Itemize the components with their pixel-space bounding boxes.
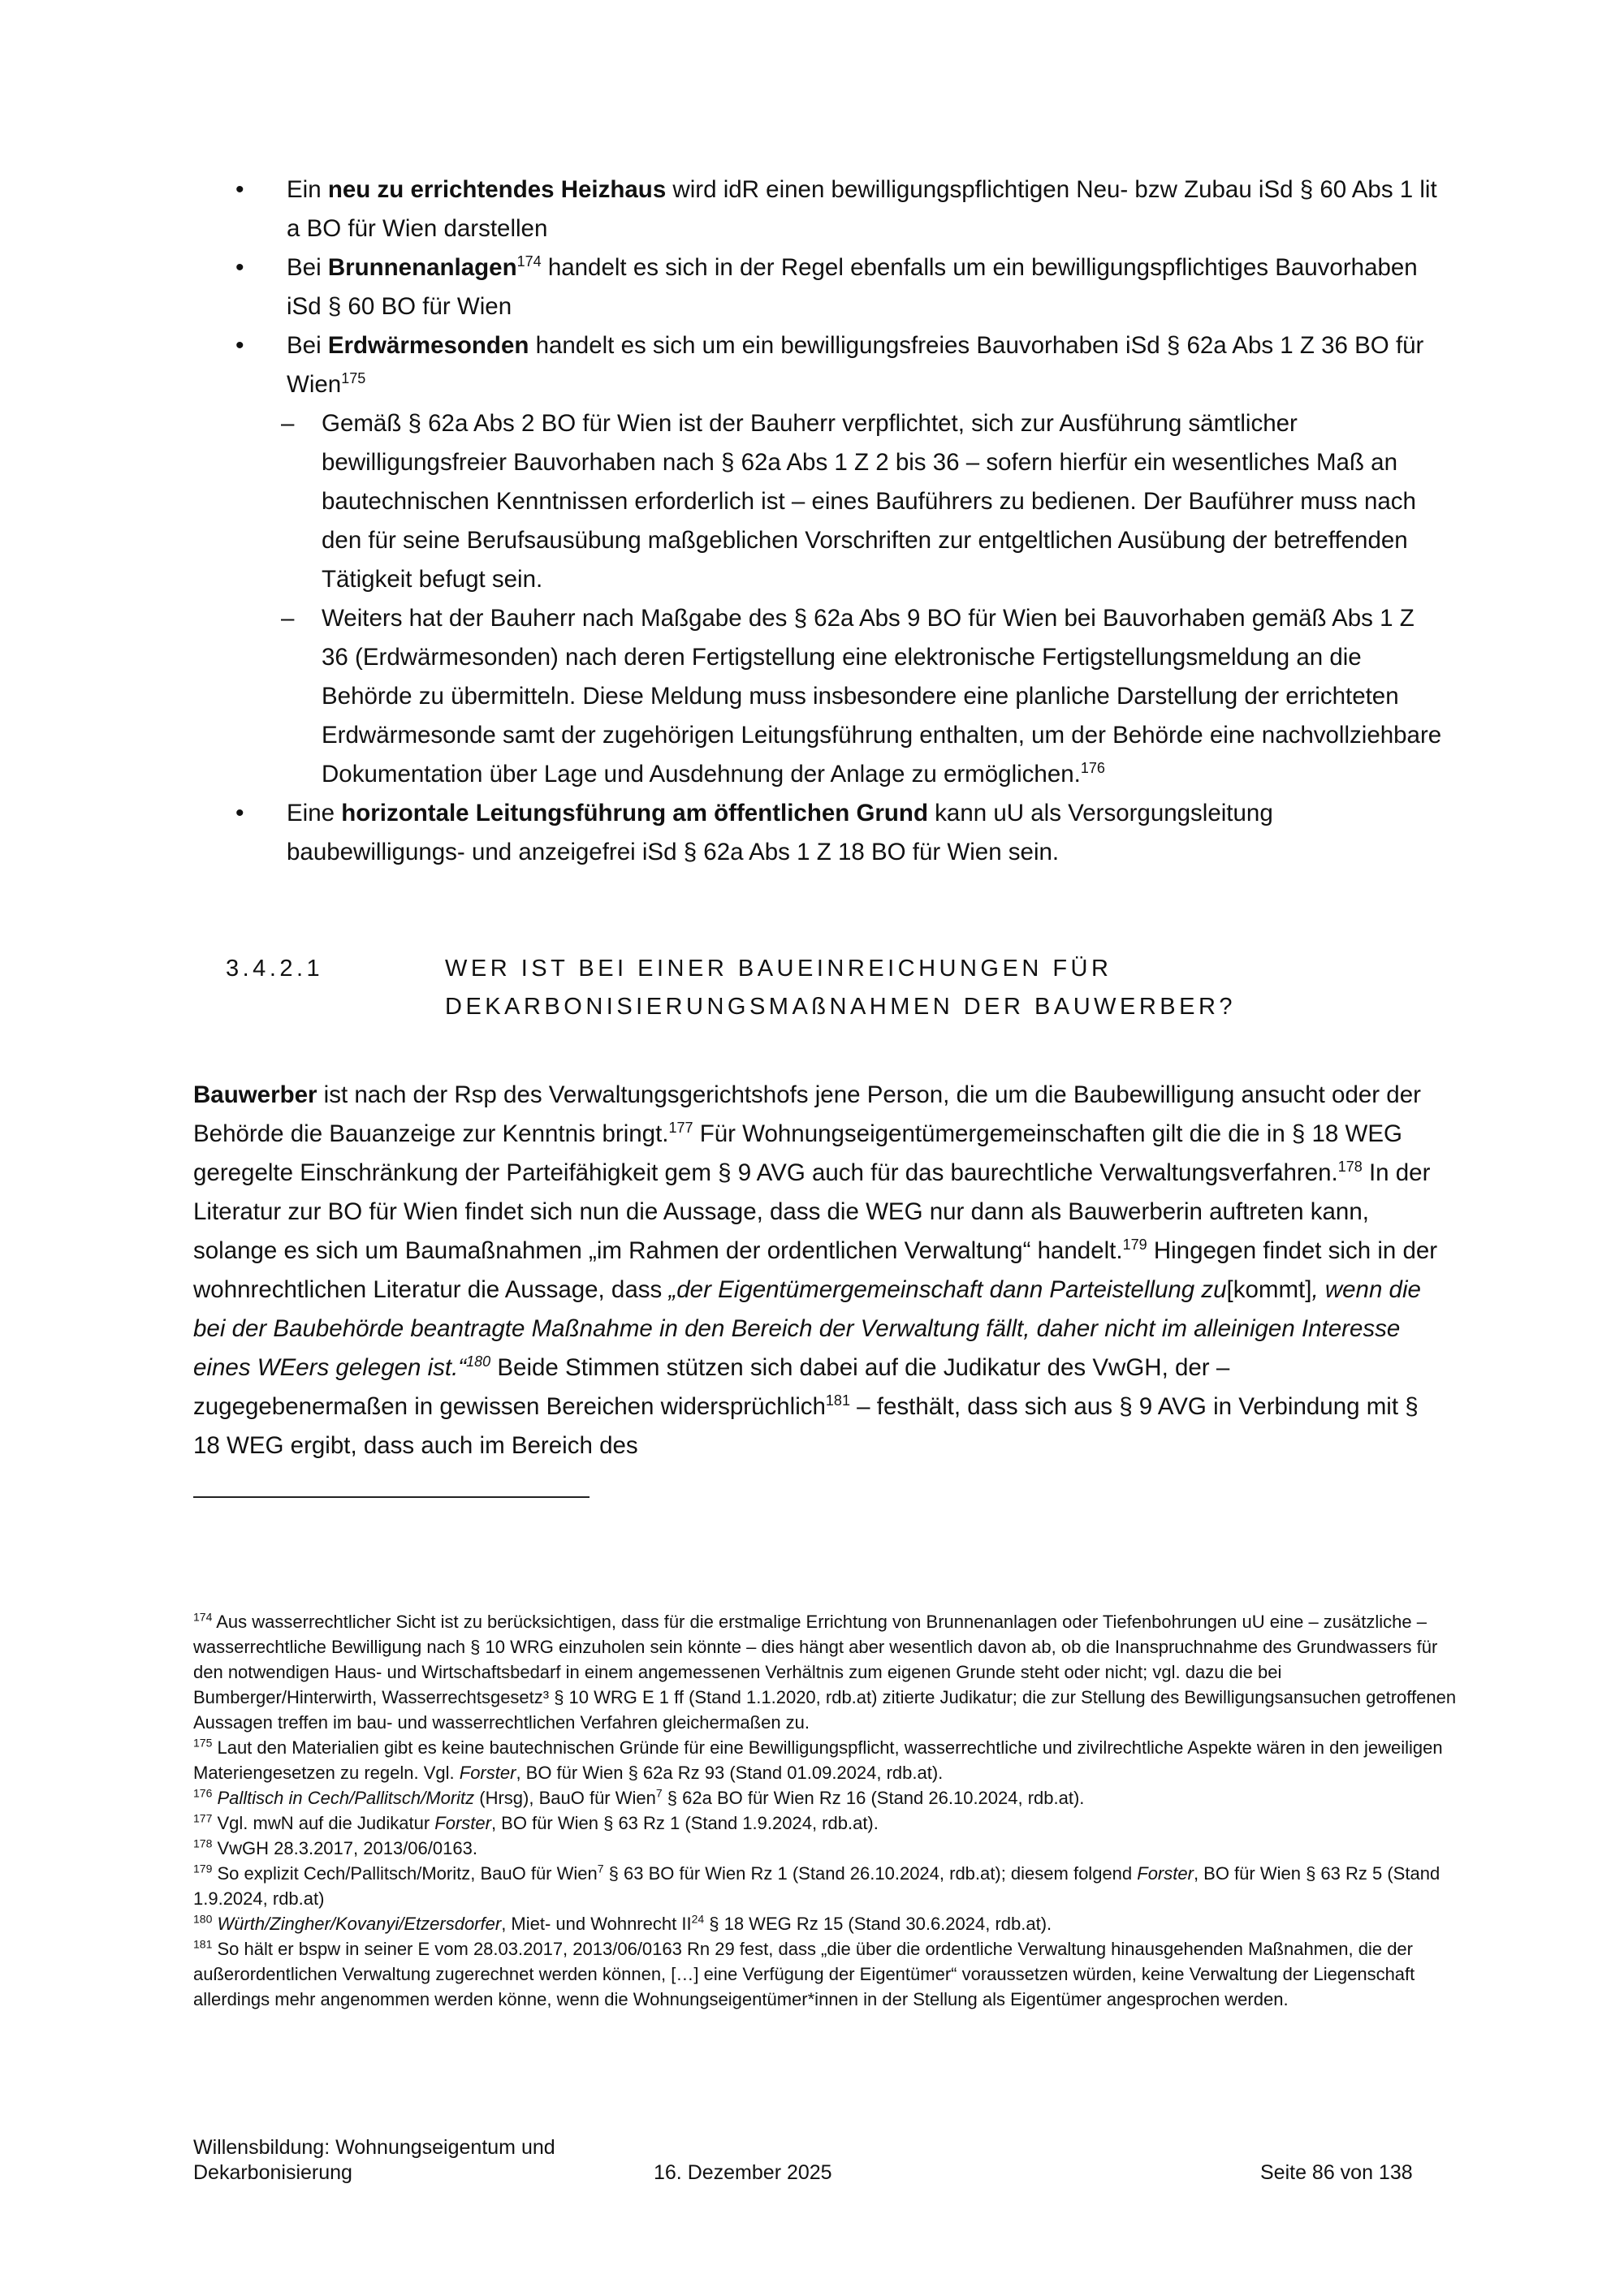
footnotes — [193, 1609, 1464, 2012]
footnote: $^{175}$ Laut den Materialien gibt es keine bautechnischen Gründe für eine Bewilligungspflicht, wasserrechtliche und zivilrechtliche Aspekte wären in den jeweiligen Materiengesetzen zu regeln. Vgl. Forster, BO für Wien § 62a Rz 93 (Stand 01.09.2024, rdb.at). — [193, 1736, 1443, 1783]
section-number: 3.4.2.1 — [226, 956, 324, 982]
bold-term: Bauwerber — [193, 1081, 317, 1108]
footnote: $^{179}$ So explizit Cech/Pallitsch/Moritz, BauO für Wien$^7$ § 63 BO für Wien Rz 1 (Stand 26.10.2024, rdb.at); diesem folgend Forster, BO für Wien § 63 Rz 5 (Stand 1.9.2024, rdb.at) — [193, 1862, 1440, 1909]
footnote-ref[interactable]: 180 — [466, 1353, 491, 1370]
footnote: $^{178}$ VwGH 28.3.2017, 2013/06/0163. — [193, 1836, 477, 1858]
footnote-ref[interactable]: 177 — [668, 1120, 693, 1137]
footer-document-title: Willensbildung: Wohnungseigentum und Dekarbonisierung — [193, 2136, 555, 2184]
footer-page-number: Seite 86 von 138 — [1260, 2161, 1413, 2184]
bold-term: horizontale Leitungsführung am öffentlichen Grund — [341, 800, 928, 826]
footnote-ref[interactable]: 176 — [1080, 760, 1105, 777]
bold-term: Brunnenanlagen — [327, 254, 517, 281]
footnote-ref[interactable]: 178 — [1337, 1159, 1363, 1176]
list-item: • Bei Brunnenanlagen$^{174}$ handelt es sich in der Regel ebenfalls um ein bewilligungspflichtiges Bauvorhaben iSd § 60 BO für Wien — [193, 248, 1444, 326]
footnote: $^{181}$ So hält er bspw in seiner E vom 28.03.2017, 2013/06/0163 Rn 29 fest, dass „die über die ordentliche Verwaltung hinausgehenden Maßnahmen, die der außerordentlichen Verwaltung zugerechnet werden können, […] eine Verfügung der Eigentümer“ voraussetzen würden, keine Verwaltung der Liegenschaft allerdings mehr angenommen werden könne, wenn die Wohnungseigentümer*innen in der Stellung als Eigentümer angesprochen werden. — [193, 1937, 1415, 2009]
dash-icon: – — [281, 605, 295, 632]
bullet-icon: • — [235, 332, 244, 359]
footnote: $^{176}$ Palltisch in Cech/Pallitsch/Moritz (Hrsg), BauO für Wien$^7$ § 62a BO für Wien Rz 16 (Stand 26.10.2024, rdb.at). — [193, 1786, 1085, 1808]
bullet-icon: • — [235, 800, 244, 826]
bold-term: neu zu errichtendes Heizhaus — [327, 176, 667, 203]
bold-term: Erdwärmesonden — [327, 332, 529, 359]
footnote: $^{174}$ Aus wasserrechtlicher Sicht ist zu berücksichtigen, dass für die erstmalige Errichtung von Brunnenanlagen oder Tiefenbohrungen uU eine – zusätzliche – wasserrechtliche Bewilligung nach § 10 WRG einzuholen sein könnte – dies hängt aber wesentlich davon ab, ob die Inanspruchnahme des Grundwassers für den notwendigen Haus- und Wirtschaftsbedarf in einem angemessenen Verhältnis zum eigenen Grunde steht oder nicht; vgl. dazu die bei Bumberger/Hinterwirth, Wasserrechtsgesetz³ § 10 WRG E 1 ff (Stand 1.1.2020, rdb.at) zitierte Judikatur; die zur Stellung des Bewilligungsansuchen getroffenen Aussagen treffen im bau- und wasserrechtlichen Verfahren gleichermaßen zu. — [193, 1610, 1457, 1733]
body-paragraph: Bauwerber ist nach der Rsp des Verwaltungsgerichtshofs jene Person, die um die Baubewilligung ansucht oder der Behörde die Bauanzeige zur Kenntnis bringt.$^{177}$ Für Wohnungseigentümergemeinschaften gilt die die in § 18 WEG geregelte Einschränkung der Parteifähigkeit gem § 9 AVG auch für das baurechtliche Verwaltungsverfahren.$^{178}$ In der Literatur zur BO für Wien findet sich nun die Aussage, dass die WEG nur dann als Bauwerberin auftreten kann, solange es sich um Baumaßnahmen „im Rahmen der ordentlichen Verwaltung“ handelt.$^{179}$ Hingegen findet sich in der wohnrechtlichen Literatur die Aussage, dass „der Eigentümergemeinschaft dann Parteistellung zu[kommt], wenn die bei der Baubehörde beantragte Maßnahme in den Bereich der Verwaltung fällt, daher nicht im alleinigen Interesse eines WEers gelegen ist.“$^{180}$ Beide Stimmen stützen sich dabei auf die Judikatur des VwGH, der – zugegebenermaßen in gewissen Bereichen widersprüchlich$^{181}$ – festhält, dass sich aus § 9 AVG in Verbindung mit § 18 WEG ergibt, dass auch im Bereich des — [193, 1081, 1438, 1459]
quote-text: „der Eigentümergemeinschaft dann Parteistellung zu — [668, 1276, 1227, 1303]
bullet-icon: • — [235, 176, 244, 203]
list-item: • Ein neu zu errichtendes Heizhaus wird idR einen bewilligungspflichtigen Neu- bzw Zubau iSd § 60 Abs 1 lit a BO für Wien darstellen — [193, 170, 1444, 248]
sub-list-item: – Gemäß § 62a Abs 2 BO für Wien ist der Bauherr verpflichtet, sich zur Ausführung sämtlicher bewilligungsfreier Bauvorhaben nach § 62a Abs 1 Z 2 bis 36 – sofern hierfür ein wesentliches Maß an bautechnischen Kenntnissen erforderlich ist – eines Bauführers zu bedienen. Der Bauführer muss nach den für seine Berufsausübung maßgeblichen Vorschriften zur entgeltlichen Ausübung der betreffenden Tätigkeit befugt sein. — [287, 404, 1444, 599]
quote-text: , wenn die bei der Baubehörde beantragte Maßnahme in den Bereich der Verwaltung fällt, daher nicht im alleinigen Interesse eines WEers gelegen ist.“ — [193, 1276, 1421, 1381]
list-item: • Bei Erdwärmesonden handelt es sich um ein bewilligungsfreies Bauvorhaben iSd § 62a Abs 1 Z 36 BO für Wien$^{175}$ – Gemäß § 62a Abs 2 BO für Wien ist der Bauherr verpflichtet, sich zur Ausführung sämtlicher bewilligungsfreier Bauvorhaben nach § 62a Abs 1 Z 2 bis 36 – sofern hierfür ein wesentliches Maß an bautechnischen Kenntnissen erforderlich ist – eines Bauführers zu bedienen. Der Bauführer muss nach den für seine Berufsausübung maßgeblichen Vorschriften zur entgeltlichen Ausübung der betreffenden Tätigkeit befugt sein. – Weiters hat der Bauherr nach Maßgabe des § 62a Abs 9 BO für Wien bei Bauvorhaben gemäß Abs 1 Z 36 (Erdwärmesonden) nach deren Fertigstellung eine elektronische Fertigstellungsmeldung an die Behörde zu übermitteln. Diese Meldung muss insbesondere eine planliche Darstellung der errichteten Erdwärmesonde samt der zugehörigen Leitungsführung enthalten, um der Behörde eine nachvollziehbare Dokumentation über Lage und Ausdehnung der Anlage zu ermöglichen.$^{176}$ — [193, 326, 1444, 794]
footnote-ref[interactable]: 179 — [1122, 1236, 1147, 1254]
footer-date: 16. Dezember 2025 — [654, 2161, 832, 2184]
footnote-ref[interactable]: 174 — [516, 253, 542, 270]
footnote: $^{177}$ Vgl. mwN auf die Judikatur Forster, BO für Wien § 63 Rz 1 (Stand 1.9.2024, rdb.at). — [193, 1811, 879, 1833]
sub-list — [281, 404, 1444, 794]
footnote-ref[interactable]: 181 — [825, 1392, 850, 1409]
bullet-list — [193, 170, 1444, 872]
bullet-icon: • — [235, 254, 244, 281]
footnote-ref[interactable]: 175 — [341, 370, 366, 387]
sub-list-item: – Weiters hat der Bauherr nach Maßgabe des § 62a Abs 9 BO für Wien bei Bauvorhaben gemäß Abs 1 Z 36 (Erdwärmesonden) nach deren Fertigstellung eine elektronische Fertigstellungsmeldung an die Behörde zu übermitteln. Diese Meldung muss insbesondere eine planliche Darstellung der errichteten Erdwärmesonde samt der zugehörigen Leitungsführung enthalten, um der Behörde eine nachvollziehbare Dokumentation über Lage und Ausdehnung der Anlage zu ermöglichen.$^{176}$ — [287, 599, 1444, 794]
dash-icon: – — [281, 410, 295, 437]
footnote-separator — [193, 1496, 590, 1498]
list-item: • Eine horizontale Leitungsführung am öffentlichen Grund kann uU als Versorgungsleitung baubewilligungs- und anzeigefrei iSd § 62a Abs 1 Z 18 BO für Wien sein. — [193, 794, 1444, 872]
section-title: WER IST BEI EINER BAUEINREICHUNGEN FÜR DEKARBONISIERUNGSMAßNAHMEN DER BAUWERBER? — [445, 956, 1237, 1020]
footnote: $^{180}$ Würth/Zingher/Kovanyi/Etzersdorfer, Miet- und Wohnrecht II$^{24}$ § 18 WEG Rz 15 (Stand 30.6.2024, rdb.at). — [193, 1912, 1052, 1934]
